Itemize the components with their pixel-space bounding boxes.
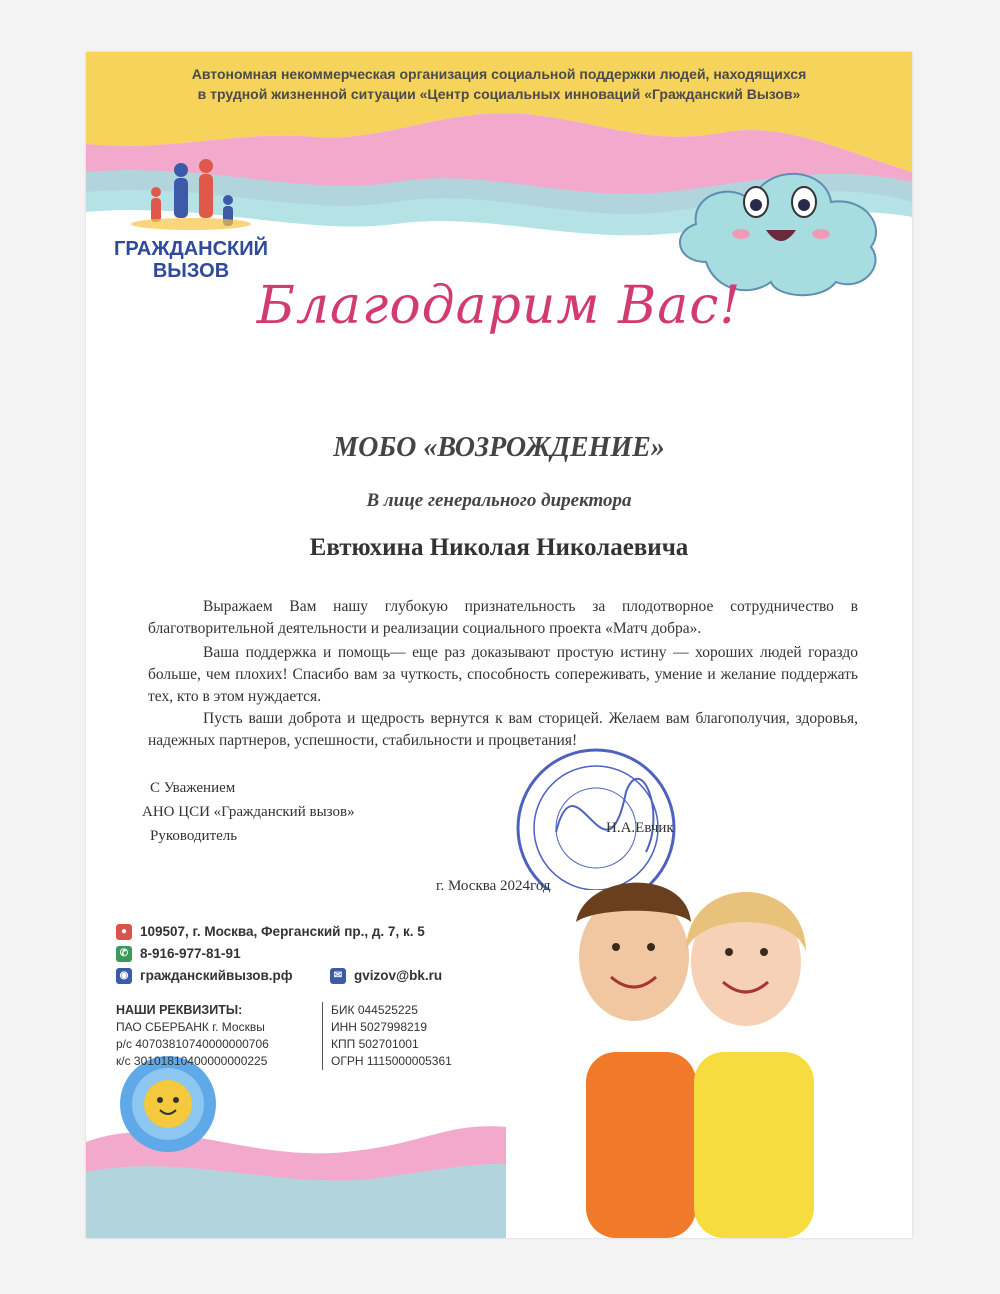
recipient-in-face: В лице генерального директора	[366, 490, 632, 511]
location-pin-icon: ●	[116, 924, 132, 940]
requisites-rs: р/с 40703810740000000706	[116, 1037, 269, 1051]
city-date: г. Москва 2024год	[436, 878, 551, 894]
recipient-organization: МОБО «ВОЗРОЖДЕНИЕ»	[333, 432, 665, 463]
thanks-title: Благодарим Вас!	[256, 276, 742, 336]
requisites-bik: БИК 044525225	[331, 1003, 418, 1017]
recipient-name: Евтюхина Николая Николаевича	[309, 534, 689, 561]
organization-header	[86, 64, 912, 104]
requisites-kpp: КПП 502701001	[331, 1037, 419, 1051]
header-line-2: в трудной жизненной ситуации «Центр социальных инноваций «Гражданский Вызов»	[197, 86, 801, 102]
signature-regards: С Уважением	[150, 780, 236, 796]
signature-role: Руководитель	[150, 828, 238, 844]
requisites-heading: НАШИ РЕКВИЗИТЫ:	[116, 1003, 243, 1017]
requisites-ks: к/с 30101810400000000225	[116, 1054, 268, 1068]
email-icon: ✉	[330, 968, 346, 984]
contact-website	[116, 968, 293, 984]
requisites-inn: ИНН 5027998219	[331, 1020, 428, 1034]
header-line-1: Автономная некоммерческая организация социальной поддержки людей, находящихся	[191, 66, 807, 82]
children-photo	[506, 883, 912, 1238]
address-text: 109507, г. Москва, Ферганский пр., д. 7, к. 5	[140, 924, 425, 939]
certificate-sheet	[86, 52, 912, 1238]
logo-line-1: ГРАЖДАНСКИЙ	[114, 238, 268, 260]
contact-email	[330, 968, 442, 984]
requisites-ogrn: ОГРН 1115000005361	[331, 1054, 452, 1068]
contact-address	[116, 924, 425, 940]
website-text: гражданскийвызов.рф	[140, 968, 293, 983]
requisites-right	[322, 1002, 452, 1070]
signature-block	[142, 776, 355, 848]
globe-icon: ◉	[116, 968, 132, 984]
flower-icon	[120, 1056, 216, 1152]
phone-icon: ✆	[116, 946, 132, 962]
body-paragraph-1: Выражаем Вам нашу глубокую признательность за плодотворное сотрудничество в благотворительной деятельности и реализации социального проекта «Матч добра».	[148, 598, 858, 637]
requisites-left	[116, 1002, 269, 1070]
requisites-bank: ПАО СБЕРБАНК г. Москвы	[116, 1020, 265, 1034]
phone-text: 8-916-977-81-91	[140, 946, 241, 961]
body-paragraph-2: Ваша поддержка и помощь— еще раз доказывают простую истину — хороших людей гораздо больше, чем плохих! Спасибо вам за чуткость, способность сопереживать, умение и желание поддержать тех, кто в этом нуждается.	[148, 644, 858, 705]
logo-line-2: ВЫЗОВ	[152, 260, 230, 282]
email-text: gvizov@bk.ru	[354, 968, 443, 983]
signature-org: АНО ЦСИ «Гражданский вызов»	[142, 804, 355, 820]
signer-name: Н.А.Евчик	[606, 820, 674, 836]
contact-phone	[116, 946, 241, 962]
body-paragraph-3: Пусть ваши доброта и щедрость вернутся к вам сторицей. Желаем вам благополучия, здоровья, надежных партнеров, успешности, стабильности и процветания!	[148, 710, 858, 749]
